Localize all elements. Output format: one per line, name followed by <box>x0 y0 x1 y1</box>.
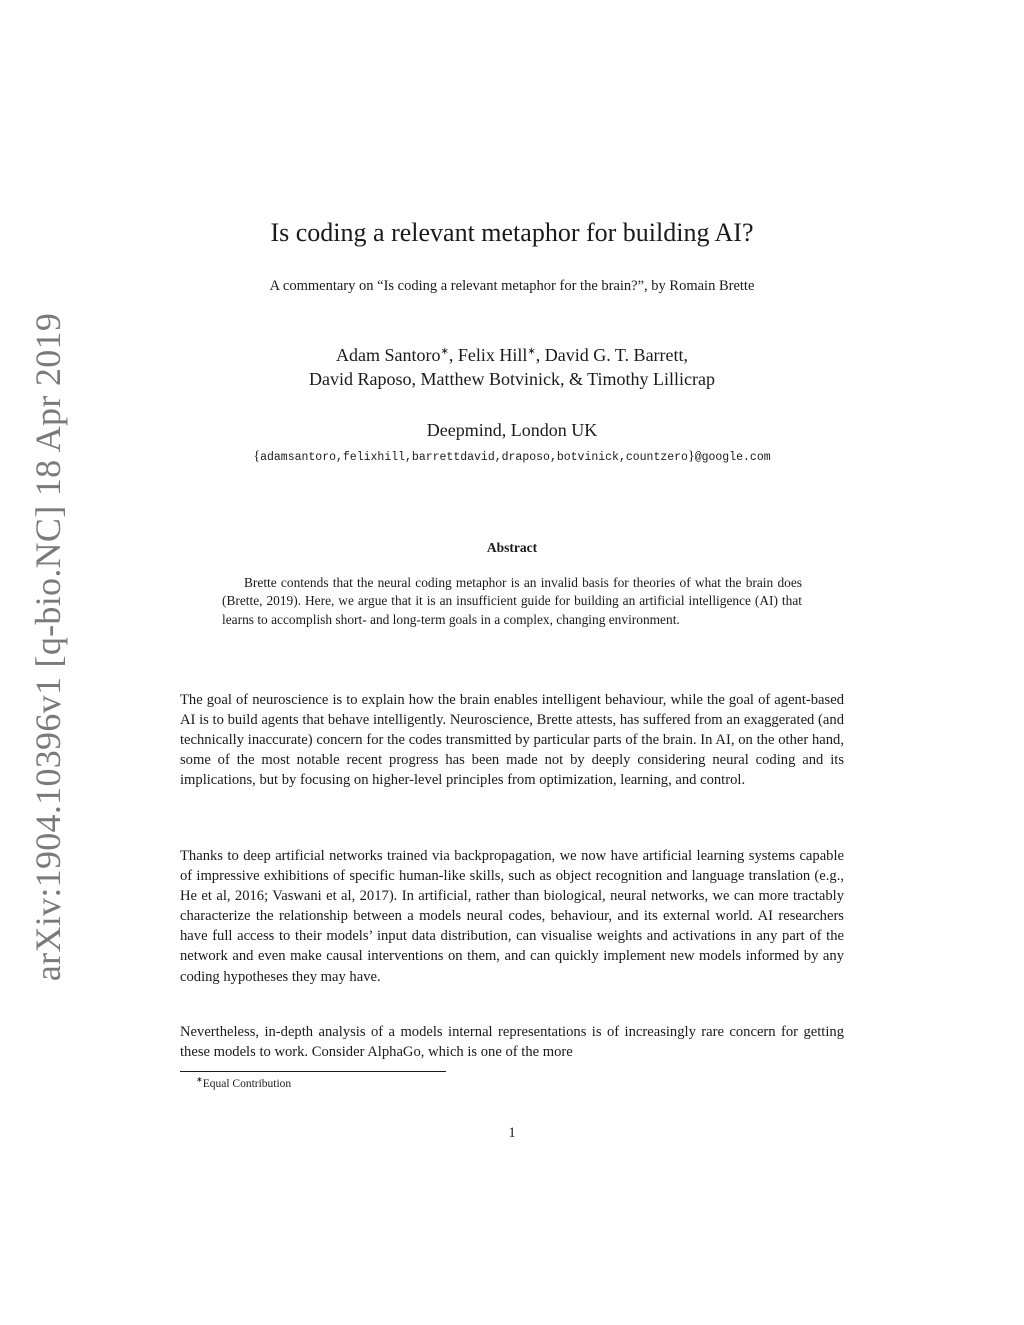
footnote-marker: ∗ <box>196 1075 203 1084</box>
author-list <box>0 340 1024 391</box>
equal-contribution-marker: ∗ <box>440 346 449 357</box>
abstract-heading: Abstract <box>486 540 538 555</box>
arxiv-identifier-text: arXiv:1904.10396v1 [q-bio.NC] 18 Apr 2019 <box>28 312 68 982</box>
body-paragraph: Nevertheless, in-depth analysis of a models internal representations is of increasingly rare concern for getting these models to work. Consider AlphaGo, which is one of the more <box>180 1024 844 1061</box>
page-number: 1 <box>508 1125 516 1141</box>
author-line-2: David Raposo, Matthew Botvinick, & Timothy Lillicrap <box>309 369 715 389</box>
author-line-1: Adam Santoro∗, Felix Hill∗, David G. T. Barrett, <box>335 345 689 365</box>
paper-title: Is coding a relevant metaphor for building AI? <box>270 218 754 247</box>
footnote-text: Equal Contribution <box>202 1077 292 1090</box>
author-emails: {adamsantoro,felixhill,barrettdavid,draposo,botvinick,countzero}@google.com <box>253 449 771 464</box>
affiliation: Deepmind, London UK <box>426 420 598 440</box>
paper-subtitle: A commentary on “Is coding a relevant metaphor for the brain?”, by Romain Brette <box>269 278 755 294</box>
equal-contribution-marker: ∗ <box>527 346 536 357</box>
body-paragraph: Thanks to deep artificial networks trained via backpropagation, we now have artificial learning systems capable of impressive exhibitions of specific human-like skills, such as object recognition and language translation (e.g., He et al, 2016; Vaswani et al, 2017). In artificial, rather than biological, neural networks, we can more tractably characterize the relationship between a models neural codes, behaviour, and its external world. AI researchers have full access to their models’ input data distribution, can visualise weights and activations in any part of the network and even make causal interventions on them, and can quickly implement new models informed by any coding hypotheses they may have. <box>180 848 844 985</box>
footnote-divider <box>180 1071 446 1072</box>
body-paragraph: The goal of neuroscience is to explain how the brain enables intelligent behaviour, while the goal of agent-based AI is to build agents that behave intelligently. Neuroscience, Brette attests, has suffered from an exaggerated (and technically inaccurate) concern for the codes transmitted by particular parts of the brain. In AI, on the other hand, some of the most notable recent progress has been made not by deeply considering neural coding and its implications, but by focusing on higher-level principles from optimization, learning, and control. <box>180 692 844 789</box>
footnote <box>196 1075 291 1090</box>
abstract-text: Brette contends that the neural coding metaphor is an invalid basis for theories of what the brain does (Brette, 2019). Here, we argue that it is an insufficient guide for building an artificial intelligence (AI) that learns to accomplish short- and long-term goals in a complex, changing environment. <box>222 575 802 627</box>
